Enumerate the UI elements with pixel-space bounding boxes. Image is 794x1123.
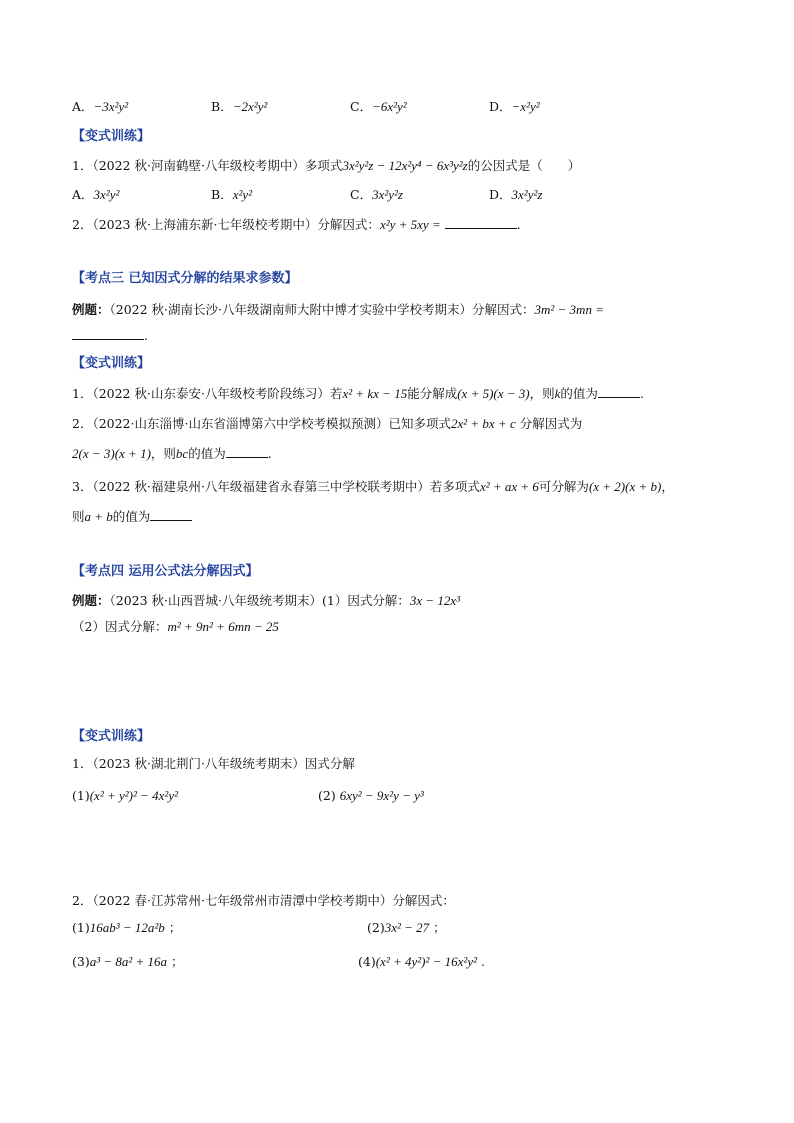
option-expr: −6x²y²: [372, 99, 407, 114]
question-text: 可分解为: [538, 479, 589, 494]
math-var: bc: [175, 446, 189, 461]
math-expr: (x² + 4y²)² − 16x²y²: [375, 954, 477, 969]
example-s3-answer: [72, 327, 148, 345]
punctuation: .: [267, 446, 272, 461]
math-expr: (x² + y²)² − 4x²y²: [89, 788, 178, 803]
punctuation: ；: [171, 954, 184, 969]
part-label: (2): [318, 788, 336, 803]
option-expr: −2x²y²: [232, 99, 268, 114]
question-v2-2: [72, 415, 582, 433]
question-text: 则: [72, 509, 85, 524]
question-v3-2-part3: [72, 953, 184, 971]
math-var: k: [554, 386, 561, 401]
option-expr: 3x²y²: [93, 187, 120, 202]
punctuation: .: [516, 217, 521, 232]
question-v2-3-line2: [72, 508, 192, 526]
answer-blank[interactable]: [150, 508, 192, 521]
question-text: 的值为: [560, 386, 598, 401]
example-label: 例题：: [72, 593, 110, 608]
question-v2-2-line2: [72, 445, 272, 463]
option-label: A．: [72, 99, 94, 114]
option-label: C．: [350, 187, 373, 202]
part-label: (1): [72, 920, 90, 935]
answer-blank[interactable]: [445, 216, 517, 229]
question-text: 的值为: [112, 509, 151, 524]
option-label: B．: [211, 187, 233, 202]
section-heading: 【考点四 运用公式法分解因式】: [72, 564, 259, 579]
question-v1-1: [72, 157, 580, 175]
question-text: 的公因式是（ ）: [467, 158, 581, 173]
option-d: [489, 186, 542, 204]
math-expr: 3x²y²z − 12x²y⁴ − 6x³y²z: [342, 158, 468, 173]
option-b: [211, 186, 252, 204]
option-label: A．: [72, 187, 94, 202]
variant-heading: 【变式训练】: [72, 356, 151, 371]
option-d: [489, 98, 540, 116]
math-expr: m² + 9n² + 6mn − 25: [167, 619, 279, 634]
question-v2-3: [72, 478, 674, 496]
part-label: (1): [72, 788, 90, 803]
option-label: B．: [211, 99, 233, 114]
question-v2-1: [72, 385, 644, 403]
question-v3-2-part2: [367, 919, 446, 937]
question-text: 1．（2022 秋·河南鹤壁·八年级校考期中）多项式: [72, 158, 343, 173]
question-text: 1．（2022 秋·山东泰安·八年级校考阶段练习）若: [72, 386, 343, 401]
question-text: （2022 秋·湖南长沙·八年级湖南师大附中博才实验中学校考期末）分解因式：: [109, 302, 535, 317]
math-expr: (x + 5)(x − 3): [457, 386, 530, 401]
option-a: [72, 98, 128, 116]
question-text: 2．（2022·山东淄博·山东省淄博第六中学校考模拟预测）已知多项式: [72, 416, 451, 431]
question-text: ，则: [150, 446, 176, 461]
math-expr: x²y + 5xy =: [379, 217, 441, 232]
punctuation: .: [639, 386, 644, 401]
math-expr: 6xy² − 9x²y − y³: [339, 788, 424, 803]
question-v3-2-part1: [72, 919, 181, 937]
math-expr: 16ab³ − 12a²b: [89, 920, 165, 935]
option-expr: −3x²y²: [93, 99, 129, 114]
variant-heading: 【变式训练】: [72, 729, 151, 744]
math-expr: 2(x − 3)(x + 1): [72, 446, 151, 461]
question-text: ，则: [529, 386, 555, 401]
question-v3-2-part4: [358, 953, 485, 971]
question-text: （2023 秋·山西晋城·八年级统考期末）(1）因式分解：: [109, 593, 410, 608]
question-text: （2）因式分解：: [72, 619, 168, 634]
answer-blank[interactable]: [72, 327, 144, 340]
answer-blank[interactable]: [598, 385, 640, 398]
math-expr: 3x² − 27: [384, 920, 430, 935]
option-expr: −x²y²: [511, 99, 540, 114]
question-v3-1: 1．（2023 秋·湖北荆门·八年级统考期末）因式分解: [72, 756, 355, 771]
option-expr: 3x²y²z: [511, 187, 543, 202]
question-text: 分解因式为: [515, 416, 583, 431]
math-expr: x² + kx − 15: [342, 386, 408, 401]
option-expr: x²y²: [232, 187, 253, 202]
punctuation: ；: [168, 920, 182, 935]
math-expr: a³ − 8a² + 16a: [89, 954, 168, 969]
section-heading: 【考点三 已知因式分解的结果求参数】: [72, 271, 298, 286]
part-label: (3): [72, 954, 90, 969]
punctuation: ；: [433, 920, 446, 935]
answer-blank[interactable]: [226, 445, 268, 458]
option-label: D．: [489, 99, 512, 114]
option-c: [350, 186, 403, 204]
option-expr: 3x²y²z: [372, 187, 403, 202]
punctuation: .: [480, 954, 485, 969]
example-s4: [72, 592, 460, 610]
question-text: 2．（2023 秋·上海浦东新·七年级校考期中）分解因式：: [72, 217, 380, 232]
punctuation: .: [144, 328, 148, 343]
math-expr: 3m² − 3mn =: [534, 302, 604, 317]
variant-heading: 【变式训练】: [72, 129, 151, 144]
option-c: [350, 98, 407, 116]
part-label: (4): [358, 954, 376, 969]
option-label: D．: [489, 187, 512, 202]
question-text: 能分解成: [407, 386, 458, 401]
option-a: [72, 186, 119, 204]
math-expr: a + b: [84, 509, 113, 524]
option-b: [211, 98, 267, 116]
example-label: 例题：: [72, 302, 110, 317]
question-text: 3．（2022 秋·福建泉州·八年级福建省永春第三中学校联考期中）若多项式: [72, 479, 480, 494]
math-expr: 3x − 12x³: [409, 593, 461, 608]
question-text: 的值为: [188, 446, 226, 461]
option-label: C．: [350, 99, 373, 114]
punctuation: ，: [661, 479, 674, 494]
question-v3-1-part2: [318, 787, 424, 805]
example-s3: [72, 301, 604, 319]
example-s4-part2: [72, 618, 279, 636]
question-v1-2: [72, 216, 521, 234]
math-expr: 2x² + bx + c: [450, 416, 516, 431]
math-expr: (x + 2)(x + b): [588, 479, 662, 494]
question-v3-2: 2．（2022 春·江苏常州·七年级常州市清潭中学校考期中）分解因式：: [72, 893, 455, 908]
part-label: (2): [367, 920, 385, 935]
math-expr: x² + ax + 6: [479, 479, 539, 494]
question-v3-1-part1: [72, 787, 178, 805]
